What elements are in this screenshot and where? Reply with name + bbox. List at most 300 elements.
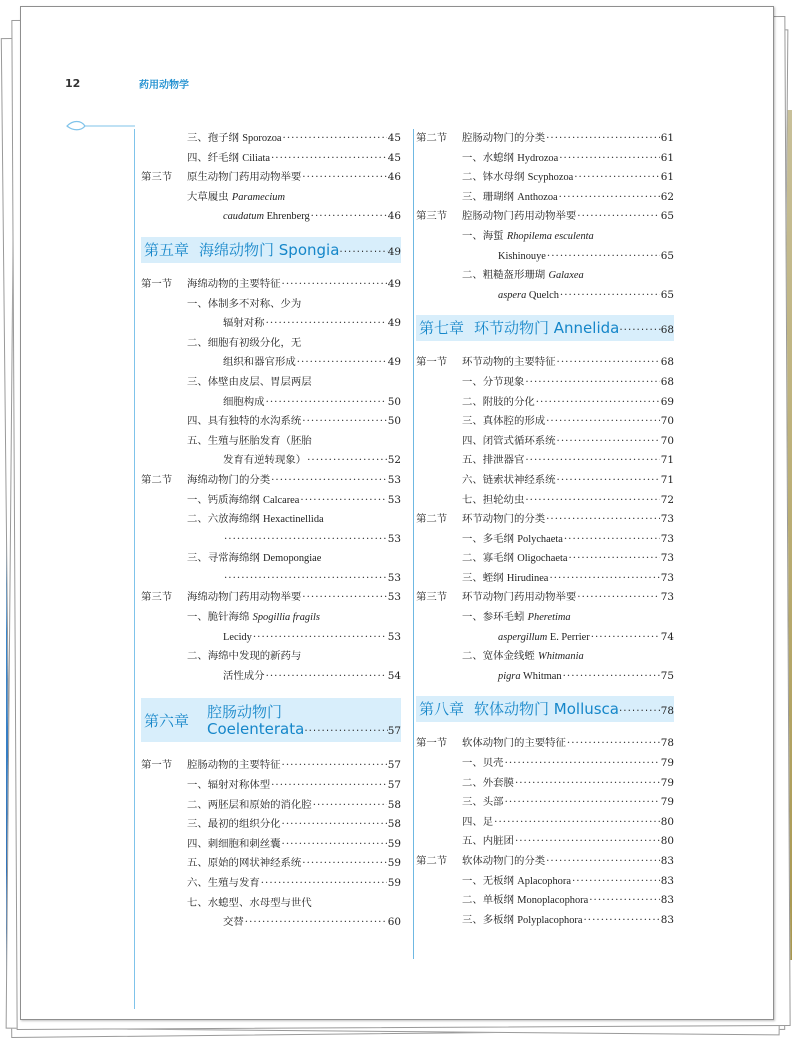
page-ref: 71 bbox=[660, 473, 674, 486]
dot-leader bbox=[577, 207, 659, 227]
dot-leader bbox=[547, 247, 660, 267]
dot-leader bbox=[505, 793, 660, 813]
page-ref: 46 bbox=[387, 171, 401, 184]
latin-italic: Paramecium bbox=[231, 191, 285, 203]
toc-entry[interactable] bbox=[141, 588, 401, 608]
entry-text bbox=[462, 754, 504, 774]
dot-leader bbox=[224, 530, 387, 550]
dot-leader bbox=[564, 530, 660, 550]
latin-italic: aspera bbox=[498, 289, 527, 301]
dot-leader bbox=[515, 774, 660, 794]
dot-leader bbox=[282, 275, 387, 295]
entry-text bbox=[462, 911, 582, 931]
chapter-title: 软体动物门 Mollusca bbox=[474, 700, 619, 719]
dot-leader bbox=[266, 393, 387, 413]
page-ref: 58 bbox=[387, 798, 401, 811]
entry-text bbox=[462, 647, 584, 667]
toc-entry[interactable] bbox=[141, 314, 401, 334]
entry-title: 四、足 bbox=[462, 815, 494, 828]
page-ref: 58 bbox=[387, 818, 401, 831]
toc-entry[interactable] bbox=[141, 129, 401, 149]
entry-title: 二、粗糙盔形珊瑚 bbox=[462, 269, 549, 282]
toc-entry[interactable] bbox=[416, 667, 674, 687]
toc-entry[interactable] bbox=[141, 776, 401, 796]
entry-text bbox=[187, 608, 320, 628]
entry-text bbox=[223, 451, 306, 471]
chapter-title: 环节动物门 Annelida bbox=[474, 319, 620, 338]
dot-leader bbox=[591, 628, 660, 648]
entry-title: 二、外套膜 bbox=[462, 776, 514, 789]
toc-entry-continued bbox=[141, 608, 401, 628]
page-ref: 45 bbox=[387, 151, 401, 164]
page-ref: 72 bbox=[660, 493, 674, 506]
toc-entry[interactable] bbox=[141, 393, 401, 413]
toc-entry[interactable] bbox=[141, 796, 401, 816]
toc-entry[interactable] bbox=[416, 412, 674, 432]
entry-text bbox=[462, 188, 558, 208]
toc-entry[interactable] bbox=[416, 628, 674, 648]
entry-title: 二、钵水母纲 bbox=[462, 171, 528, 184]
dot-leader bbox=[339, 239, 387, 265]
latin-name bbox=[232, 192, 285, 203]
dot-leader bbox=[515, 832, 660, 852]
toc-entry-continued bbox=[416, 608, 674, 628]
toc-entry-continued bbox=[141, 432, 401, 452]
dot-leader bbox=[313, 796, 387, 816]
entry-title: 二、两胚层和原始的消化腔 bbox=[187, 798, 312, 811]
page-ref: 61 bbox=[660, 171, 674, 184]
entry-text bbox=[187, 275, 281, 295]
toc-entry[interactable] bbox=[416, 451, 674, 471]
latin-name: Ehrenberg bbox=[263, 211, 310, 223]
dot-leader bbox=[525, 373, 659, 393]
entry-title: 三、体壁由皮层、胃层两层 bbox=[187, 375, 312, 388]
entry-text bbox=[462, 227, 594, 247]
entry-title: 五、生殖与胚胎发育（胚胎 bbox=[187, 434, 312, 447]
toc-entry[interactable] bbox=[416, 793, 674, 813]
entry-text bbox=[187, 588, 301, 608]
entry-title: 组织和器官形成 bbox=[223, 356, 296, 369]
dot-leader bbox=[302, 854, 386, 874]
section-label: 第三节 bbox=[416, 591, 448, 604]
toc-entry[interactable] bbox=[416, 754, 674, 774]
chapter-label: 第七章 bbox=[419, 319, 465, 338]
latin-italic: aspergillum bbox=[498, 631, 548, 643]
toc-entry[interactable] bbox=[141, 491, 401, 511]
entry-title: 发育有逆转现象） bbox=[223, 454, 307, 467]
entry-title: 二、细胞有初级分化，无 bbox=[187, 336, 302, 349]
chapter-page-number: 49 bbox=[387, 245, 401, 258]
latin-name: Ciliata bbox=[242, 152, 270, 164]
dot-leader bbox=[546, 412, 660, 432]
dot-leader bbox=[245, 913, 387, 933]
toc-entry[interactable] bbox=[416, 129, 674, 149]
entry-text bbox=[223, 314, 265, 334]
dot-leader bbox=[567, 734, 660, 754]
page-ref: 60 bbox=[387, 916, 401, 929]
page-ref: 53 bbox=[387, 532, 401, 545]
entry-text bbox=[462, 793, 504, 813]
chapter-label: 第八章 bbox=[419, 700, 465, 719]
toc-entry[interactable] bbox=[141, 471, 401, 491]
toc-entry[interactable] bbox=[416, 149, 674, 169]
dot-leader bbox=[224, 569, 387, 589]
page-ref: 79 bbox=[660, 796, 674, 809]
page-ref: 54 bbox=[387, 669, 401, 682]
latin-italic: Rhopilema esculenta bbox=[506, 230, 594, 242]
toc-entry[interactable] bbox=[416, 734, 674, 754]
toc-entry[interactable] bbox=[416, 373, 674, 393]
dot-leader bbox=[525, 451, 659, 471]
page-ref: 80 bbox=[660, 835, 674, 848]
dot-leader bbox=[557, 471, 660, 491]
latin-name: Monoplacophora bbox=[517, 895, 589, 907]
toc-entry[interactable] bbox=[141, 353, 401, 373]
latin-name: Whitman bbox=[520, 670, 562, 682]
entry-text bbox=[462, 168, 573, 188]
entry-text bbox=[187, 835, 281, 855]
page-ref: 53 bbox=[387, 473, 401, 486]
chapter-heading[interactable] bbox=[416, 315, 674, 341]
toc-entry[interactable] bbox=[141, 628, 401, 648]
toc-left-column bbox=[141, 129, 401, 933]
dot-leader bbox=[300, 491, 386, 511]
latin-name: Quelch bbox=[526, 289, 559, 301]
toc-entry[interactable] bbox=[416, 872, 674, 892]
dot-leader bbox=[282, 756, 387, 776]
entry-text bbox=[187, 874, 260, 894]
entry-text bbox=[462, 412, 545, 432]
entry-title: 一、参环毛蚓 bbox=[462, 611, 528, 624]
entry-title: 二、海绵中发现的新药与 bbox=[187, 650, 302, 663]
entry-title: 二、单板纲 bbox=[462, 894, 518, 907]
dot-leader bbox=[546, 510, 660, 530]
entry-title: 一、脆针海绵 bbox=[187, 611, 253, 624]
entry-title: 一、体制多不对称、少为 bbox=[187, 297, 302, 310]
toc-entry[interactable] bbox=[416, 188, 674, 208]
page-ref: 73 bbox=[660, 571, 674, 584]
toc-entry[interactable] bbox=[416, 549, 674, 569]
entry-text bbox=[462, 530, 563, 550]
toc-entry[interactable] bbox=[141, 815, 401, 835]
dot-leader bbox=[525, 491, 659, 511]
entry-title: 环节动物门的分类 bbox=[462, 513, 546, 526]
toc-entry[interactable] bbox=[141, 667, 401, 687]
toc-entry-continued bbox=[141, 188, 401, 208]
entry-text bbox=[187, 647, 301, 667]
toc-entry[interactable] bbox=[416, 774, 674, 794]
entry-title: 四、具有独特的水沟系统 bbox=[187, 415, 302, 428]
entry-title: 一、钙质海绵纲 bbox=[187, 493, 264, 506]
entry-text bbox=[462, 149, 558, 169]
entry-title: 五、原始的网状神经系统 bbox=[187, 857, 302, 870]
toc-entry[interactable] bbox=[416, 588, 674, 608]
dot-leader bbox=[557, 432, 660, 452]
entry-title: 一、分节现象 bbox=[462, 375, 525, 388]
dot-leader bbox=[505, 754, 660, 774]
entry-text bbox=[462, 393, 535, 413]
page-ref: 73 bbox=[660, 532, 674, 545]
toc-entry[interactable] bbox=[416, 491, 674, 511]
entry-text bbox=[187, 894, 312, 914]
entry-text bbox=[462, 891, 588, 911]
chapter-page-number: 68 bbox=[660, 324, 674, 337]
page-ref: 65 bbox=[660, 288, 674, 301]
entry-title: 一、海蜇 bbox=[462, 229, 507, 242]
page-ref: 65 bbox=[660, 210, 674, 223]
toc-entry[interactable] bbox=[141, 412, 401, 432]
toc-entry[interactable] bbox=[416, 530, 674, 550]
dot-leader bbox=[559, 188, 660, 208]
entry-title: 三、最初的组织分化 bbox=[187, 818, 281, 831]
page-ref: 65 bbox=[660, 249, 674, 262]
chapter-label: 第六章 bbox=[144, 712, 190, 731]
dot-leader bbox=[557, 353, 660, 373]
page-ref: 59 bbox=[387, 837, 401, 850]
chapter-title: 海绵动物门 Spongia bbox=[199, 240, 340, 259]
toc-entry[interactable] bbox=[416, 207, 674, 227]
dot-leader bbox=[271, 776, 387, 796]
entry-text bbox=[462, 491, 524, 511]
toc-page bbox=[20, 6, 774, 1020]
entry-title: 大草履虫 bbox=[187, 190, 232, 203]
toc-entry[interactable] bbox=[141, 530, 401, 550]
toc-entry[interactable] bbox=[141, 275, 401, 295]
entry-text bbox=[187, 295, 301, 315]
entry-title: 五、排泄器官 bbox=[462, 454, 525, 467]
entry-title: 三、珊瑚纲 bbox=[462, 190, 518, 203]
toc-entry[interactable] bbox=[416, 247, 674, 267]
dot-leader bbox=[304, 725, 387, 737]
page-ref: 68 bbox=[660, 356, 674, 369]
page-ref: 83 bbox=[660, 894, 674, 907]
page-ref: 70 bbox=[660, 434, 674, 447]
toc-entry[interactable] bbox=[141, 569, 401, 589]
page-ref: 57 bbox=[387, 759, 401, 772]
dot-leader bbox=[572, 872, 660, 892]
entry-title: 一、多毛纲 bbox=[462, 532, 518, 545]
page-ref: 50 bbox=[387, 415, 401, 428]
page-ref: 59 bbox=[387, 877, 401, 889]
toc-entry[interactable] bbox=[141, 756, 401, 776]
latin-italic: caudatum bbox=[223, 211, 264, 223]
chapter-heading[interactable] bbox=[416, 696, 674, 722]
latin-name: Calcarea bbox=[263, 494, 300, 506]
page-ref: 79 bbox=[660, 776, 674, 789]
entry-title: 环节动物门药用动物举要 bbox=[462, 591, 577, 604]
dot-leader bbox=[563, 667, 660, 687]
section-label: 第二节 bbox=[416, 132, 448, 144]
latin-name bbox=[548, 270, 583, 281]
page-ref: 83 bbox=[660, 913, 674, 926]
entry-text bbox=[462, 734, 566, 754]
section-label: 第一节 bbox=[141, 277, 173, 290]
toc-entry[interactable] bbox=[141, 874, 401, 894]
entry-title: 一、贝壳 bbox=[462, 757, 504, 770]
entry-title: 一、辐射对称体型 bbox=[187, 779, 271, 792]
toc-entry-continued bbox=[141, 510, 401, 530]
entry-text bbox=[187, 334, 301, 354]
entry-title: 三、寻常海绵纲 bbox=[187, 552, 264, 565]
entry-title: 腔肠动物门药用动物举要 bbox=[462, 210, 577, 223]
toc-entry-continued bbox=[141, 549, 401, 569]
page-ref: 46 bbox=[387, 210, 401, 223]
page-ref: 62 bbox=[660, 190, 674, 203]
toc-entry[interactable] bbox=[416, 393, 674, 413]
dot-leader bbox=[589, 891, 660, 911]
entry-title: 交替 bbox=[223, 916, 244, 929]
toc-entry-continued bbox=[141, 295, 401, 315]
entry-text bbox=[187, 168, 301, 188]
latin-name: Demopongiae bbox=[263, 553, 322, 565]
toc-entry-continued bbox=[416, 647, 674, 667]
entry-text bbox=[462, 774, 514, 794]
page-ref: 45 bbox=[387, 132, 401, 144]
latin-name bbox=[253, 612, 320, 623]
dot-leader bbox=[577, 588, 659, 608]
entry-text bbox=[462, 852, 545, 872]
latin-name bbox=[498, 671, 521, 682]
entry-text bbox=[187, 491, 299, 511]
page-ref: 78 bbox=[660, 737, 674, 750]
dot-leader bbox=[619, 698, 661, 724]
dot-leader bbox=[271, 149, 387, 169]
page-ref: 68 bbox=[660, 375, 674, 388]
entry-title: 三、蛭纲 bbox=[462, 571, 507, 584]
page-ref: 83 bbox=[660, 874, 674, 887]
latin-name: Lecidy bbox=[223, 631, 252, 643]
dot-leader bbox=[283, 129, 387, 149]
latin-name: Anthozoa bbox=[517, 191, 558, 203]
entry-text bbox=[462, 549, 567, 569]
latin-italic: Pheretima bbox=[527, 612, 571, 624]
page-ref: 80 bbox=[660, 815, 674, 828]
page-ref: 50 bbox=[387, 395, 401, 408]
chapter-heading[interactable] bbox=[141, 237, 401, 263]
toc-entry-continued bbox=[141, 373, 401, 393]
entry-text bbox=[462, 432, 556, 452]
page-ref: 73 bbox=[660, 513, 674, 526]
dot-leader bbox=[311, 207, 387, 227]
dot-leader bbox=[494, 813, 660, 833]
toc-entry[interactable] bbox=[141, 149, 401, 169]
section-label: 第一节 bbox=[416, 737, 448, 750]
entry-text bbox=[187, 471, 270, 491]
entry-title: 六、生殖与发育 bbox=[187, 877, 260, 889]
dot-leader bbox=[560, 286, 660, 306]
entry-text bbox=[462, 510, 545, 530]
entry-text bbox=[187, 796, 312, 816]
entry-text bbox=[498, 628, 590, 648]
latin-name bbox=[498, 632, 547, 643]
chapter-title: 腔肠动物门 bbox=[207, 703, 283, 722]
entry-title: 软体动物门的主要特征 bbox=[462, 737, 566, 750]
page-ref: 73 bbox=[660, 591, 674, 604]
entry-text bbox=[223, 207, 310, 227]
page-ref: 53 bbox=[387, 571, 401, 584]
entry-title: 三、头部 bbox=[462, 796, 504, 809]
dot-leader bbox=[297, 353, 387, 373]
entry-text bbox=[498, 286, 559, 306]
entry-title: 腔肠动物的主要特征 bbox=[187, 759, 281, 772]
toc-entry-continued bbox=[416, 227, 674, 247]
section-label: 第一节 bbox=[416, 356, 448, 369]
section-label: 第一节 bbox=[141, 759, 173, 772]
toc-entry[interactable] bbox=[141, 854, 401, 874]
toc-entry[interactable] bbox=[141, 451, 401, 471]
entry-text bbox=[462, 266, 584, 286]
dot-leader bbox=[253, 628, 387, 648]
entry-text bbox=[462, 471, 556, 491]
toc-entry[interactable] bbox=[416, 832, 674, 852]
entry-title: 七、担轮幼虫 bbox=[462, 493, 525, 506]
entry-title: 二、寡毛纲 bbox=[462, 552, 518, 565]
entry-text bbox=[223, 667, 265, 687]
dot-leader bbox=[307, 451, 387, 471]
latin-name: Hirudinea bbox=[506, 572, 549, 584]
toc-entry-continued bbox=[141, 334, 401, 354]
entry-title: 原生动物门药用动物举要 bbox=[187, 171, 302, 184]
toc-entry[interactable] bbox=[416, 911, 674, 931]
chapter-title-row bbox=[207, 720, 401, 738]
entry-title: 细胞构成 bbox=[223, 395, 265, 408]
latin-name: Sporozoa bbox=[242, 133, 282, 144]
entry-text bbox=[187, 510, 324, 530]
entry-title: 三、孢子纲 bbox=[187, 132, 243, 144]
book-title: 药用动物学 bbox=[139, 80, 189, 91]
toc-entry[interactable] bbox=[141, 835, 401, 855]
column-divider bbox=[413, 129, 414, 959]
toc-entry[interactable] bbox=[141, 913, 401, 933]
page-ref: 59 bbox=[387, 857, 401, 870]
entry-text bbox=[223, 393, 265, 413]
toc-entry[interactable] bbox=[416, 471, 674, 491]
section-label: 第三节 bbox=[141, 591, 173, 604]
toc-entry[interactable] bbox=[416, 510, 674, 530]
dot-leader bbox=[568, 549, 659, 569]
toc-entry[interactable] bbox=[416, 286, 674, 306]
leaf-ornament-icon bbox=[65, 119, 137, 133]
latin-name: Hexactinellida bbox=[263, 514, 324, 526]
entry-title: 软体动物门的分类 bbox=[462, 855, 546, 867]
dot-leader bbox=[549, 569, 659, 589]
toc-entry[interactable] bbox=[141, 168, 401, 188]
entry-title: 二、六放海绵纲 bbox=[187, 513, 264, 526]
toc-entry[interactable] bbox=[416, 432, 674, 452]
toc-entry[interactable] bbox=[416, 852, 674, 872]
entry-text bbox=[462, 608, 571, 628]
toc-entry[interactable] bbox=[141, 207, 401, 227]
entry-text bbox=[187, 854, 301, 874]
toc-entry[interactable] bbox=[416, 353, 674, 373]
toc-entry[interactable] bbox=[416, 813, 674, 833]
entry-title: 辐射对称 bbox=[223, 317, 265, 330]
page-ref: 53 bbox=[387, 591, 401, 604]
toc-entry[interactable] bbox=[416, 569, 674, 589]
entry-text bbox=[223, 353, 296, 373]
dot-leader bbox=[266, 667, 387, 687]
toc-entry[interactable] bbox=[416, 168, 674, 188]
page-ref: 53 bbox=[387, 493, 401, 506]
entry-text bbox=[223, 628, 252, 648]
entry-title: 七、水螅型、水母型与世代 bbox=[187, 896, 312, 909]
entry-text bbox=[187, 549, 321, 569]
entry-title: 腔肠动物门的分类 bbox=[462, 132, 546, 144]
entry-text bbox=[462, 451, 524, 471]
toc-entry[interactable] bbox=[416, 891, 674, 911]
chapter-heading[interactable] bbox=[141, 698, 401, 742]
entry-text bbox=[187, 129, 282, 149]
